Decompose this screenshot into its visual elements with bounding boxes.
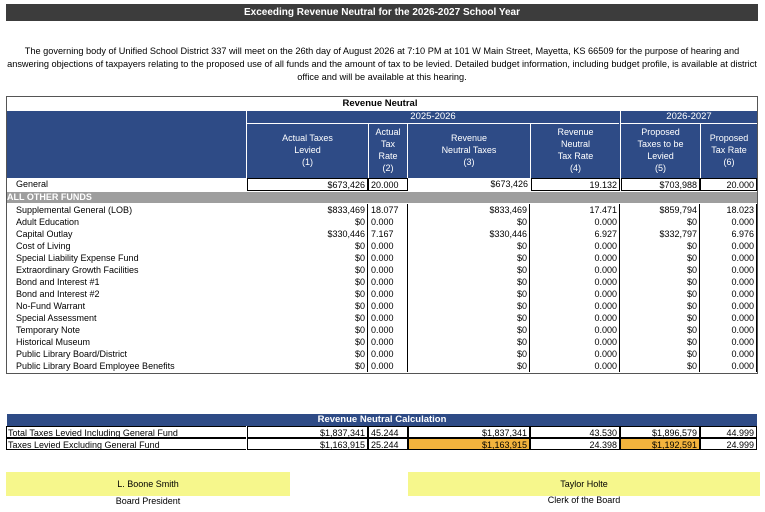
- fund-name: Public Library Board Employee Benefits: [16, 361, 175, 371]
- fund-row: [0, 264, 765, 276]
- fund-actual-taxes: $0: [247, 252, 368, 264]
- fund-proposed-rate: 0.000: [701, 348, 757, 360]
- president-title: Board President: [115, 496, 181, 506]
- fund-name: Capital Outlay: [16, 229, 73, 239]
- fund-proposed-taxes: $0: [621, 240, 700, 252]
- fund-proposed-taxes: $332,797: [621, 228, 700, 240]
- fund-neutral-taxes: $0: [408, 312, 530, 324]
- president-name: L. Boone Smith: [117, 479, 179, 489]
- fund-neutral-rate: 0.000: [531, 300, 620, 312]
- calculation-title: Revenue Neutral Calculation: [7, 414, 757, 426]
- col-header-proposed-taxes: Proposed Taxes to be Levied (5): [637, 127, 684, 173]
- fund-name: Special Liability Expense Fund: [16, 253, 139, 263]
- general-c2: 20.000: [368, 178, 408, 191]
- fund-row: [0, 240, 765, 252]
- fund-neutral-rate: 0.000: [531, 360, 620, 372]
- fund-proposed-rate: 0.000: [701, 288, 757, 300]
- fund-neutral-taxes: $330,446: [408, 228, 530, 240]
- fund-proposed-rate: 0.000: [701, 324, 757, 336]
- fund-actual-taxes: $0: [247, 336, 368, 348]
- fund-neutral-rate: 0.000: [531, 324, 620, 336]
- fund-neutral-taxes: $0: [408, 348, 530, 360]
- fund-proposed-rate: 6.976: [701, 228, 757, 240]
- fund-actual-rate: 0.000: [369, 360, 408, 372]
- fund-proposed-taxes: $0: [621, 348, 700, 360]
- total-neutral-taxes: $1,837,341: [408, 426, 530, 438]
- all-other-funds-label: ALL OTHER FUNDS: [7, 192, 92, 202]
- fund-neutral-taxes: $0: [408, 240, 530, 252]
- fund-row: [0, 204, 765, 216]
- fund-actual-taxes: $0: [247, 276, 368, 288]
- fund-name: Extraordinary Growth Facilities: [16, 265, 139, 275]
- fund-neutral-taxes: $0: [408, 324, 530, 336]
- fund-neutral-taxes: $0: [408, 276, 530, 288]
- fund-proposed-taxes: $0: [621, 336, 700, 348]
- fund-name: Adult Education: [16, 217, 80, 227]
- fund-neutral-taxes: $0: [408, 252, 530, 264]
- total-label: Taxes Levied Excluding General Fund: [6, 438, 246, 450]
- fund-proposed-taxes: $0: [621, 276, 700, 288]
- total-proposed-rate: 44.999: [700, 426, 757, 438]
- fund-neutral-rate: 0.000: [531, 288, 620, 300]
- fund-proposed-taxes: $0: [621, 288, 700, 300]
- fund-actual-rate: 7.167: [369, 228, 408, 240]
- fund-neutral-taxes: $0: [408, 264, 530, 276]
- total-label: Total Taxes Levied Including General Fund: [6, 426, 246, 438]
- fund-actual-rate: 0.000: [369, 252, 408, 264]
- total-proposed-taxes: $1,896,579: [620, 426, 700, 438]
- fund-row: [0, 336, 765, 348]
- total-actual-taxes: $1,163,915: [247, 438, 368, 450]
- total-proposed-taxes: $1,192,591: [620, 438, 700, 450]
- fund-neutral-taxes: $0: [408, 300, 530, 312]
- fund-proposed-rate: 0.000: [701, 240, 757, 252]
- fund-actual-rate: 0.000: [369, 324, 408, 336]
- fund-name: Historical Museum: [16, 337, 91, 347]
- fund-row: [0, 300, 765, 312]
- fund-proposed-taxes: $0: [621, 324, 700, 336]
- fund-actual-rate: 0.000: [369, 240, 408, 252]
- fund-row: [0, 276, 765, 288]
- fund-neutral-taxes: $0: [408, 336, 530, 348]
- total-actual-rate: 45.244: [368, 426, 408, 438]
- fund-row: [0, 348, 765, 360]
- total-proposed-rate: 24.999: [700, 438, 757, 450]
- total-actual-rate: 25.244: [368, 438, 408, 450]
- fund-name: Bond and Interest #1: [16, 277, 100, 287]
- fund-row: [0, 228, 765, 240]
- fund-row: [0, 360, 765, 372]
- page-title: Exceeding Revenue Neutral for the 2026-2027 School Year: [6, 4, 758, 21]
- fund-actual-taxes: $833,469: [247, 204, 368, 216]
- fund-neutral-rate: 0.000: [531, 336, 620, 348]
- fund-name: No-Fund Warrant: [16, 301, 86, 311]
- general-c3: $673,426: [490, 179, 528, 189]
- general-fund-label: General: [16, 179, 49, 189]
- col-header-actual-taxes: Actual Taxes Levied (1): [282, 133, 333, 167]
- fund-proposed-rate: 0.000: [701, 312, 757, 324]
- fund-actual-taxes: $0: [247, 216, 368, 228]
- fund-proposed-taxes: $859,794: [621, 204, 700, 216]
- total-actual-taxes: $1,837,341: [247, 426, 368, 438]
- fund-actual-rate: 0.000: [369, 276, 408, 288]
- fund-row: [0, 324, 765, 336]
- fund-proposed-rate: 0.000: [701, 276, 757, 288]
- fund-row: [0, 252, 765, 264]
- fund-actual-taxes: $0: [247, 288, 368, 300]
- fund-proposed-taxes: $0: [621, 360, 700, 372]
- fund-row: [0, 216, 765, 228]
- fund-neutral-rate: 0.000: [531, 264, 620, 276]
- fund-actual-taxes: $0: [247, 324, 368, 336]
- fund-name: Bond and Interest #2: [16, 289, 100, 299]
- fund-neutral-rate: 17.471: [531, 204, 620, 216]
- fund-neutral-rate: 0.000: [531, 348, 620, 360]
- fund-neutral-rate: 0.000: [531, 312, 620, 324]
- fund-actual-taxes: $330,446: [247, 228, 368, 240]
- col-header-actual-rate: Actual Tax Rate (2): [375, 127, 401, 173]
- fund-actual-rate: 0.000: [369, 300, 408, 312]
- total-neutral-rate: 24.398: [530, 438, 620, 450]
- fund-actual-rate: 0.000: [369, 288, 408, 300]
- fund-name: Supplemental General (LOB): [16, 205, 133, 215]
- fund-row: [0, 288, 765, 300]
- total-neutral-rate: 43.530: [530, 426, 620, 438]
- fund-actual-taxes: $0: [247, 348, 368, 360]
- general-c1: $673,426: [247, 178, 368, 191]
- fund-proposed-taxes: $0: [621, 216, 700, 228]
- president-signature-box: [6, 472, 290, 496]
- fund-proposed-taxes: $0: [621, 264, 700, 276]
- fund-neutral-rate: 0.000: [531, 276, 620, 288]
- fund-row: [0, 312, 765, 324]
- fund-neutral-rate: 0.000: [531, 252, 620, 264]
- fund-actual-rate: 0.000: [369, 216, 408, 228]
- fund-name: Cost of Living: [16, 241, 71, 251]
- fund-actual-taxes: $0: [247, 360, 368, 372]
- fund-actual-taxes: $0: [247, 240, 368, 252]
- fund-neutral-taxes: $0: [408, 360, 530, 372]
- fund-neutral-taxes: $0: [408, 216, 530, 228]
- general-c6: 20.000: [700, 178, 757, 191]
- fund-neutral-rate: 0.000: [531, 216, 620, 228]
- fund-proposed-rate: 0.000: [701, 360, 757, 372]
- fund-actual-taxes: $0: [247, 264, 368, 276]
- fund-actual-rate: 0.000: [369, 348, 408, 360]
- fund-proposed-taxes: $0: [621, 312, 700, 324]
- fund-proposed-rate: 0.000: [701, 216, 757, 228]
- all-other-funds-band: [7, 192, 757, 203]
- total-row: [0, 426, 765, 438]
- section-title: Revenue Neutral: [342, 98, 418, 109]
- fund-neutral-rate: 6.927: [531, 228, 620, 240]
- fund-proposed-rate: 0.000: [701, 300, 757, 312]
- year-label-next: 2026-2027: [621, 111, 757, 124]
- general-c4: 19.132: [531, 178, 620, 191]
- hearing-notice: The governing body of Unified School District 337 will meet on the 26th day of August 2026 at 7:10 PM at 101 W Main Street, Mayetta, KS 66509 for the purpose of hearing and answering objections of taxpayers relating to the proposed use of all funds and the amount of tax to be levied. Detailed budget information, including budget profile, is available at district office and will be available at this hearing.: [7, 46, 757, 82]
- fund-actual-rate: 18.077: [369, 204, 408, 216]
- clerk-name: Taylor Holte: [560, 479, 608, 489]
- fund-name: Public Library Board/District: [16, 349, 128, 359]
- fund-proposed-taxes: $0: [621, 252, 700, 264]
- fund-proposed-rate: 18.023: [701, 204, 757, 216]
- clerk-signature-box: [408, 472, 760, 496]
- col-header-neutral-taxes: Revenue Neutral Taxes (3): [441, 133, 497, 167]
- col-header-proposed-rate: Proposed Tax Rate (6): [709, 133, 749, 167]
- fund-proposed-rate: 0.000: [701, 252, 757, 264]
- clerk-title: Clerk of the Board: [547, 495, 621, 505]
- total-row: [0, 438, 765, 450]
- fund-actual-rate: 0.000: [369, 264, 408, 276]
- fund-actual-taxes: $0: [247, 300, 368, 312]
- fund-name: Special Assessment: [16, 313, 97, 323]
- general-c5: $703,988: [621, 178, 700, 191]
- fund-actual-rate: 0.000: [369, 312, 408, 324]
- fund-neutral-rate: 0.000: [531, 240, 620, 252]
- fund-neutral-taxes: $833,469: [408, 204, 530, 216]
- fund-proposed-taxes: $0: [621, 300, 700, 312]
- fund-actual-rate: 0.000: [369, 336, 408, 348]
- year-label-prev: 2025-2026: [247, 111, 619, 124]
- fund-proposed-rate: 0.000: [701, 264, 757, 276]
- fund-proposed-rate: 0.000: [701, 336, 757, 348]
- fund-actual-taxes: $0: [247, 312, 368, 324]
- col-header-neutral-rate: Revenue Neutral Tax Rate (4): [557, 127, 594, 173]
- total-neutral-taxes: $1,163,915: [408, 438, 530, 450]
- fund-name: Temporary Note: [16, 325, 81, 335]
- fund-neutral-taxes: $0: [408, 288, 530, 300]
